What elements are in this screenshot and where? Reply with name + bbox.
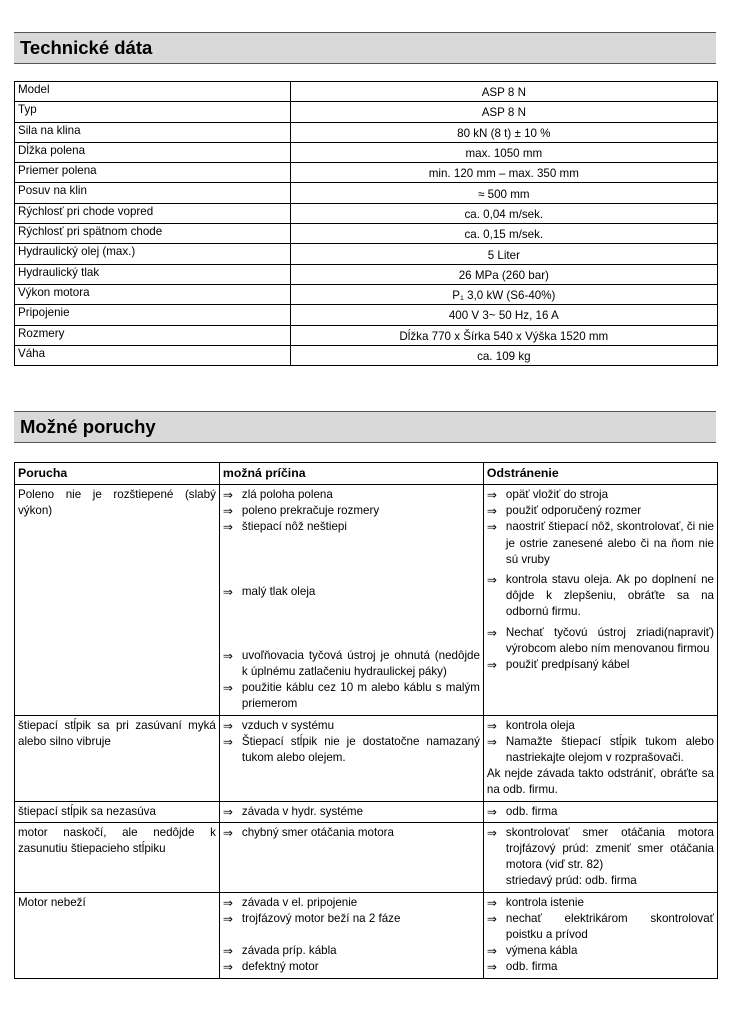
table-row — [15, 325, 718, 345]
table-row — [15, 142, 718, 162]
table-header-row — [15, 463, 718, 485]
table-row — [15, 183, 718, 203]
cause-item: ⇒ štiepací nôž neštiepi — [222, 520, 347, 535]
spec-label: Dĺžka polena — [15, 142, 291, 162]
table-row — [15, 485, 718, 716]
remedy-item: ⇒ nechať elektrikárom skontrolovať poistku a prívod — [486, 911, 714, 942]
arrow-right-icon: ⇒ — [486, 718, 497, 733]
table-row — [15, 203, 718, 223]
arrow-right-icon: ⇒ — [222, 681, 233, 696]
cause-item: ⇒ poleno prekračuje rozmery — [222, 504, 380, 519]
arrow-right-icon: ⇒ — [222, 488, 233, 502]
table-row — [15, 305, 718, 325]
cause-cell — [219, 822, 483, 892]
remedy-cell — [483, 892, 717, 978]
spec-label: Hydraulický olej (max.) — [15, 244, 291, 264]
table-row — [15, 102, 718, 122]
arrow-right-icon: ⇒ — [486, 658, 497, 673]
remedy-item: ⇒ kontrola stavu oleja. Ak po doplnení ne dôjde k zlepšeniu, obráťte sa na odbornú firmu. — [486, 573, 714, 619]
arrow-right-icon: ⇒ — [222, 944, 233, 959]
cause-item: ⇒ chybný smer otáčania motora — [222, 825, 394, 840]
spec-value: 80 kN (8 t) ± 10 % — [290, 122, 717, 142]
spec-label: Typ — [15, 102, 291, 122]
section-header-possible-faults — [14, 411, 716, 443]
spec-label: Sila na klina — [15, 122, 291, 142]
remedy-item: ⇒ Nechať tyčovú ústroj zriadi(napraviť) výrobcom alebo ním menovanou firmou — [486, 625, 714, 655]
cause-item: ⇒ použitie káblu cez 10 m alebo káblu s malým priemerom — [222, 681, 480, 711]
cause-item: ⇒ Štiepací stĺpik nie je dostatočne namazaný tukom alebo olejem. — [222, 734, 480, 765]
fault-cell: Motor nebeží — [15, 892, 220, 978]
table-row — [15, 122, 718, 142]
spec-value: ≈ 500 mm — [290, 183, 717, 203]
technical-data-table — [14, 81, 718, 366]
arrow-right-icon: ⇒ — [222, 895, 233, 910]
arrow-right-icon: ⇒ — [222, 648, 233, 663]
spec-label: Rozmery — [15, 325, 291, 345]
arrow-right-icon: ⇒ — [486, 960, 497, 975]
cause-item: ⇒ trojfázový motor beží na 2 fáze — [222, 911, 401, 926]
arrow-right-icon: ⇒ — [486, 734, 497, 749]
section-header-technical-data — [14, 32, 716, 64]
arrow-right-icon: ⇒ — [222, 825, 233, 840]
table-row — [15, 822, 718, 892]
remedy-item: ⇒ Namažte štiepací stĺpik tukom alebo nastriekajte olejom v rozprašovači. — [486, 734, 714, 765]
spec-value: P₁ 3,0 kW (S6-40%) — [290, 284, 717, 304]
cause-item: ⇒ defektný motor — [222, 960, 319, 975]
spec-label: Priemer polena — [15, 163, 291, 183]
arrow-right-icon: ⇒ — [486, 825, 497, 840]
arrow-right-icon: ⇒ — [222, 911, 233, 926]
spacer — [223, 927, 480, 943]
remedy-item: ⇒ naostriť štiepací nôž, skontrolovať, či nie je ostrie zanesené alebo či na ňom nie sú vruby — [486, 520, 714, 566]
remedy-cell — [483, 801, 717, 822]
arrow-right-icon: ⇒ — [486, 944, 497, 959]
arrow-right-icon: ⇒ — [222, 504, 233, 519]
remedy-item: ⇒ použiť predpísaný kábel — [486, 658, 630, 673]
spec-value: min. 120 mm – max. 350 mm — [290, 163, 717, 183]
fault-cell: štiepací stĺpik sa pri zasúvaní myká alebo silno vibruje — [15, 715, 220, 801]
arrow-right-icon: ⇒ — [486, 488, 497, 502]
cause-item: ⇒ zlá poloha polena — [222, 488, 333, 502]
cause-cell — [219, 801, 483, 822]
cause-item: ⇒ závada príp. kábla — [222, 944, 337, 959]
arrow-right-icon: ⇒ — [486, 625, 497, 640]
faults-table — [14, 462, 718, 979]
spacer — [223, 536, 480, 584]
cause-item: ⇒ závada v hydr. systéme — [222, 804, 364, 819]
arrow-right-icon: ⇒ — [486, 895, 497, 910]
spec-value: max. 1050 mm — [290, 142, 717, 162]
cause-cell — [219, 715, 483, 801]
table-row — [15, 244, 718, 264]
table-row — [15, 82, 718, 102]
remedy-item: ⇒ odb. firma — [486, 804, 558, 819]
spec-value: ASP 8 N — [290, 102, 717, 122]
column-header-cause: možná príčina — [219, 463, 483, 485]
spec-value: ca. 0,15 m/sek. — [290, 224, 717, 244]
column-header-fault: Porucha — [15, 463, 220, 485]
spec-label: Váha — [15, 345, 291, 365]
spec-value: ca. 0,04 m/sek. — [290, 203, 717, 223]
remedy-note: striedavý prúd: odb. firma — [505, 874, 637, 888]
remedy-item: ⇒ kontrola istenie — [486, 895, 584, 910]
spec-label: Hydraulický tlak — [15, 264, 291, 284]
spacer — [223, 600, 480, 648]
spec-label: Rýchlosť pri chode vopred — [15, 203, 291, 223]
spec-value: Dĺžka 770 x Šírka 540 x Výška 1520 mm — [290, 325, 717, 345]
arrow-right-icon: ⇒ — [486, 911, 497, 926]
cause-item: ⇒ malý tlak oleja — [222, 584, 316, 599]
table-row — [15, 284, 718, 304]
arrow-right-icon: ⇒ — [486, 573, 497, 588]
table-row — [15, 264, 718, 284]
remedy-item: ⇒ výmena kábla — [486, 944, 578, 959]
cause-item: ⇒ uvoľňovacia tyčová ústroj je ohnutá (nedôjde k úplnému zatlačeniu hydraulickej páky) — [222, 648, 480, 679]
table-row — [15, 345, 718, 365]
table-row — [15, 163, 718, 183]
arrow-right-icon: ⇒ — [222, 960, 233, 975]
cause-item: ⇒ vzduch v systému — [222, 718, 335, 733]
remedy-item: ⇒ použiť odporučený rozmer — [486, 504, 642, 519]
spec-value: ca. 109 kg — [290, 345, 717, 365]
cause-cell — [219, 892, 483, 978]
remedy-item: ⇒ opäť vložiť do stroja — [486, 488, 609, 502]
spec-label: Výkon motora — [15, 284, 291, 304]
table-row — [15, 224, 718, 244]
arrow-right-icon: ⇒ — [222, 584, 233, 599]
remedy-note: Ak nejde závada takto odstrániť, obráťte sa na odb. firmu. — [486, 767, 714, 797]
remedy-item: ⇒ kontrola oleja — [486, 718, 575, 733]
cause-item: ⇒ závada v el. pripojenie — [222, 895, 358, 910]
spec-value: ASP 8 N — [290, 82, 717, 102]
cause-cell — [219, 485, 483, 716]
arrow-right-icon: ⇒ — [486, 520, 497, 535]
arrow-right-icon: ⇒ — [486, 504, 497, 519]
spec-label: Pripojenie — [15, 305, 291, 325]
section-title: Možné poruchy — [20, 416, 156, 437]
remedy-item: ⇒ skontrolovať smer otáčania motora trojfázový prúd: zmeniť smer otáčania motora (viď str. 82) — [486, 825, 714, 872]
fault-cell: motor naskočí, ale nedôjde k zasunutiu štiepacieho stĺpiku — [15, 822, 220, 892]
arrow-right-icon: ⇒ — [222, 804, 233, 819]
column-header-remedy: Odstránenie — [483, 463, 717, 485]
spec-label: Posuv na klin — [15, 183, 291, 203]
arrow-right-icon: ⇒ — [486, 804, 497, 819]
table-row — [15, 892, 718, 978]
spec-value: 26 MPa (260 bar) — [290, 264, 717, 284]
fault-cell: štiepací stĺpik sa nezasúva — [15, 801, 220, 822]
remedy-cell — [483, 715, 717, 801]
table-row — [15, 801, 718, 822]
remedy-item: ⇒ odb. firma — [486, 960, 558, 975]
remedy-cell — [483, 485, 717, 716]
arrow-right-icon: ⇒ — [222, 520, 233, 535]
spec-label: Model — [15, 82, 291, 102]
table-row — [15, 715, 718, 801]
remedy-cell — [483, 822, 717, 892]
arrow-right-icon: ⇒ — [222, 718, 233, 733]
spec-value: 400 V 3~ 50 Hz, 16 A — [290, 305, 717, 325]
spec-value: 5 Liter — [290, 244, 717, 264]
fault-cell: Poleno nie je rozštiepené (slabý výkon) — [15, 485, 220, 716]
section-title: Technické dáta — [20, 37, 153, 58]
arrow-right-icon: ⇒ — [222, 734, 233, 749]
spec-label: Rýchlosť pri spätnom chode — [15, 224, 291, 244]
